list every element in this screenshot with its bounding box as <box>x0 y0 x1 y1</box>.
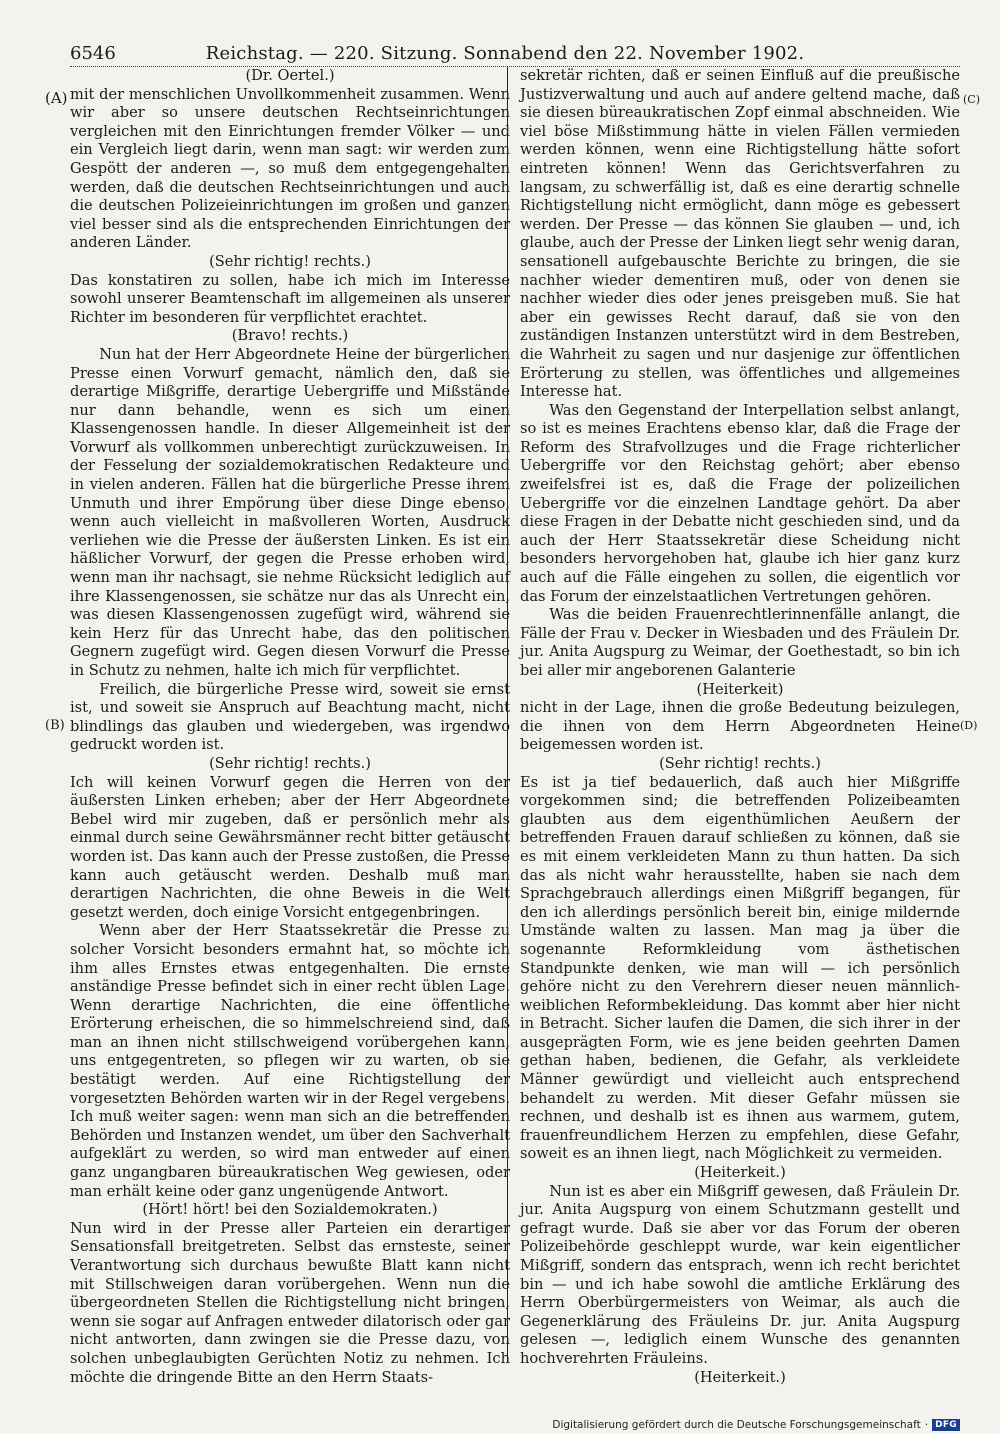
paragraph: Es ist ja tief bedauerlich, daß auch hier Mißgriffe vorgekommen sind; die betreffenden Polizeibeamten glaubten aus dem eigenthümlichen Aeußern der betreffenden Frauen darauf schließen zu können, daß sie es mit einem verkleideten Mann zu thun hatten. Da sich das als nicht wahr herausstellte, haben sie nach dem Sprachgebrauch allerdings einen Mißgriff begangen, für den ich allerdings persönlich bereit bin, einige mildernde Umstände walten zu lassen. Man mag ja über die sogenannte Reformkleidung vom ästhetischen Standpunkte denken, wie man will — ich persönlich gehöre nicht zu den Verehrern dieser neuen männlich-weiblichen Reformbekleidung. Das kommt aber hier nicht in Betracht. Sicher laufen die Damen, die sich ihrer in der ausgeprägten Form, wie es jene beiden geehrten Damen gethan haben, bedienen, die Gefahr, als verkleidete Männer gewürdigt und vielleicht auch entsprechend behandelt zu werden. Mit dieser Gefahr müssen sie rechnen, und deshalb ist es ihnen aus warmem, gutem, frauenfreundlichem Herzen zu empfehlen, diese Gefahr, soweit es an ihnen liegt, nach Möglichkeit zu vermeiden. <box>520 773 960 1163</box>
column-rule <box>507 67 508 1362</box>
interjection: (Sehr richtig! rechts.) <box>209 754 371 772</box>
page-header <box>70 40 940 68</box>
interjection: (Sehr richtig! rechts.) <box>659 754 821 772</box>
footer-credit <box>552 1418 960 1432</box>
interjection: (Dr. Oertel.) <box>245 67 335 84</box>
left-column <box>70 67 510 1386</box>
footer-credit-text: Digitalisierung gefördert durch die Deutsche Forschungsgemeinschaft <box>552 1419 921 1431</box>
margin-marker-a: (A) <box>45 89 68 107</box>
paragraph: nicht in der Lage, ihnen die große Bedeutung beizulegen, die ihnen von dem Herrn Abgeordneten Heine beigemessen worden ist. <box>520 699 960 754</box>
margin-marker-d: (D) <box>960 719 978 732</box>
paragraph: Was die beiden Frauenrechtlerinnenfälle anlangt, die Fälle der Frau v. Decker in Wiesbaden und des Fräulein Dr. jur. Anita Augspurg zu Weimar, der Goethestadt, so bin ich bei aller mir angeborenen Galanterie <box>520 606 960 679</box>
interjection: (Bravo! rechts.) <box>231 327 349 345</box>
page-number: 6546 <box>70 43 116 64</box>
interjection: (Hört! hört! bei den Sozialdemokraten.) <box>142 1201 438 1219</box>
interjection: (Heiterkeit.) <box>694 1368 786 1386</box>
interjection: (Sehr richtig! rechts.) <box>209 252 371 270</box>
right-column <box>520 67 960 1386</box>
paragraph: Nun hat der Herr Abgeordnete Heine der bürgerlichen Presse einen Vorwurf gemacht, nämlich den, daß sie derartige Mißgriffe, derartige Uebergriffe und Mißstände nur dann behandle, wenn es sich um einen Klassengenossen handle. In dieser Allgemeinheit ist der Vorwurf als vollkommen unberechtigt zurückzuweisen. In der Fesselung der sozialdemokratischen Redakteure und in vielen anderen. Fällen hat die bürgerliche Presse ihrem Unmuth und ihrer Empörung über diese Dinge ebenso, wenn auch vielleicht in maßvolleren Worten, Ausdruck verliehen wie die Presse der äußersten Linken. Es ist ein häßlicher Vorwurf, der gegen die Presse erhoben wird, wenn man ihr nachsagt, sie nehme Rücksicht lediglich auf ihre Klassengenossen, sie schätze nur das als Unrecht ein, was diesen Klassengenossen zugefügt wird, während sie kein Herz für das Unrecht habe, das den politischen Gegnern zugefügt wird. Gegen diesen Vorwurf die Presse in Schutz zu nehmen, halte ich mich für verpflichtet. <box>70 345 510 679</box>
paragraph: Nun wird in der Presse aller Parteien ein derartiger Sensationsfall breitgetreten. Selbst das ernsteste, seiner Verantwortung sich durchaus bewußte Blatt kann nicht mit Stillschweigen daran vorübergehen. Wenn nun die übergeordneten Stellen die Richtigstellung nicht bringen, wenn sie sogar auf Anfragen entweder dilatorisch oder gar nicht antworten, dann zwingen sie die Presse dazu, von solchen unbeglaubigten Gerüchten Notiz zu nehmen. Ich möchte die dringende Bitte an den Herrn Staats- <box>70 1219 510 1386</box>
paragraph: mit der menschlichen Unvollkommenheit zusammen. Wenn wir aber so unsere deutschen Rechtseinrichtungen vergleichen mit den Einrichtungen fremder Völker — und ein Vergleich liegt darin, wenn man sagt: wir werden zum Gespött der anderen —, so muß dem entgegengehalten werden, daß die deutschen Rechtseinrichtungen und auch die deutschen Polizeieinrichtungen im großen und ganzen viel besser sind als die entsprechenden Einrichtungen der anderen Länder. <box>70 85 510 252</box>
separator-bullet: · <box>924 1419 929 1431</box>
interjection: (Heiterkeit.) <box>694 1164 786 1182</box>
paragraph: Was den Gegenstand der Interpellation selbst anlangt, so ist es meines Erachtens ebenso klar, daß die Frage der Reform des Strafvollzuges und die Frage richterlicher Uebergriffe vor den Reichstag gehört; aber ebenso zweifelsfrei ist es, daß die Frage der polizeilichen Uebergriffe vor die einzelnen Landtage gehört. Da aber diese Fragen in der Debatte nicht geschieden sind, und da auch der Herr Staatssekretär diese Scheidung nicht besonders hervorgehoben hat, glaube ich hier ganz kurz auch auf die Fälle eingehen zu sollen, die eigentlich vor das Forum der einzelstaatlichen Vertretungen gehören. <box>520 401 960 605</box>
paragraph: Ich will keinen Vorwurf gegen die Herren von der äußersten Linken erheben; aber der Herr Abgeordnete Bebel wird mir zugeben, daß er persönlich mehr als einmal durch seine Gewährsmänner recht bitter getäuscht worden ist. Das kann auch der Presse zustoßen, die Presse kann auch getäuscht werden. Deshalb muß man derartigen Nachrichten, die ohne Beweis in die Welt gesetzt werden, doch einige Vorsicht entgegenbringen. <box>70 773 510 921</box>
margin-marker-b: (B) <box>45 718 65 733</box>
paragraph: Nun ist es aber ein Mißgriff gewesen, daß Fräulein Dr. jur. Anita Augspurg von einem Schutzmann gestellt und gefragt wurde. Daß sie aber vor das Forum der oberen Polizeibehörde geschleppt wurde, war kein eigentlicher Mißgriff, sondern das entsprach, wenn ich recht berichtet bin — und ich habe sowohl die amtliche Erklärung des Herrn Oberbürgermeisters von Weimar, als auch die Gegenerklärung des Fräuleins Dr. jur. Anita Augspurg gelesen —, lediglich einem Wunsche des genannten hochverehrten Fräuleins. <box>520 1182 960 1367</box>
running-head: Reichstag. — 220. Sitzung. Sonnabend den 22. November 1902. <box>205 43 805 64</box>
paragraph: Freilich, die bürgerliche Presse wird, soweit sie ernst ist, und soweit sie Anspruch auf Beachtung macht, nicht blindlings das glauben und wiedergeben, was irgendwo gedruckt worden ist. <box>70 680 510 754</box>
interjection: (Heiterkeit) <box>696 680 784 698</box>
paragraph: Wenn aber der Herr Staatssekretär die Presse zu solcher Vorsicht besonders ermahnt hat, so möchte ich ihm alles Ernstes etwas entgegenhalten. Die ernste anständige Presse befindet sich in einer recht üblen Lage. Wenn derartige Nachrichten, die eine öffentliche Erörterung erheischen, die so himmelschreiend sind, daß man an ihnen nicht stillschweigend vorübergehen kann, uns entgegentreten, so pflegen wir zu warten, ob sie bestätigt werden. Auf eine Richtigstellung der vorgesetzten Behörden warten wir in der Regel vergebens. Ich muß weiter sagen: wenn man sich an die betreffenden Behörden und Instanzen wendet, um über den Sachverhalt aufgeklärt zu werden, so wird man entweder auf einen ganz ungangbaren büreaukratischen Weg gewiesen, oder man erhält keine oder ganz ungenügende Antwort. <box>70 922 510 1200</box>
margin-marker-c: (C) <box>963 93 980 106</box>
dfg-logo: DFG <box>932 1419 960 1431</box>
paragraph: sekretär richten, daß er seinen Einfluß auf die preußische Justizverwaltung und auch auf andere geltend mache, daß sie diesen büreaukratischen Zopf einmal abschneiden. Wie viel böse Mißstimmung hätte in vielen Fällen vermieden werden können, wenn eine Richtigstellung hätte sofort eintreten können! Wenn das Gerichtsverfahren zu langsam, zu schwerfällig ist, daß es eine derartig schnelle Richtigstellung nicht ermöglicht, dann möge es gebessert werden. Der Presse — das können Sie glauben — und, ich glaube, auch der Presse der Linken liegt sehr wenig daran, sensationell aufgebauschte Berichte zu bringen, die sie nachher wieder dementiren muß, oder von denen sie nachher wieder dies oder jenes preisgeben muß. Sie hat aber ein gewisses Recht darauf, daß sie von den zuständigen Instanzen unterstützt wird in dem Bestreben, die Wahrheit zu sagen und nur dasjenige zur öffentlichen Erörterung zu stellen, was öffentliches und allgemeines Interesse hat. <box>520 67 960 401</box>
paragraph: Das konstatiren zu sollen, habe ich mich im Interesse sowohl unserer Beamtenschaft im allgemeinen als unserer Richter im besonderen für verpflichtet erachtet. <box>70 271 510 326</box>
